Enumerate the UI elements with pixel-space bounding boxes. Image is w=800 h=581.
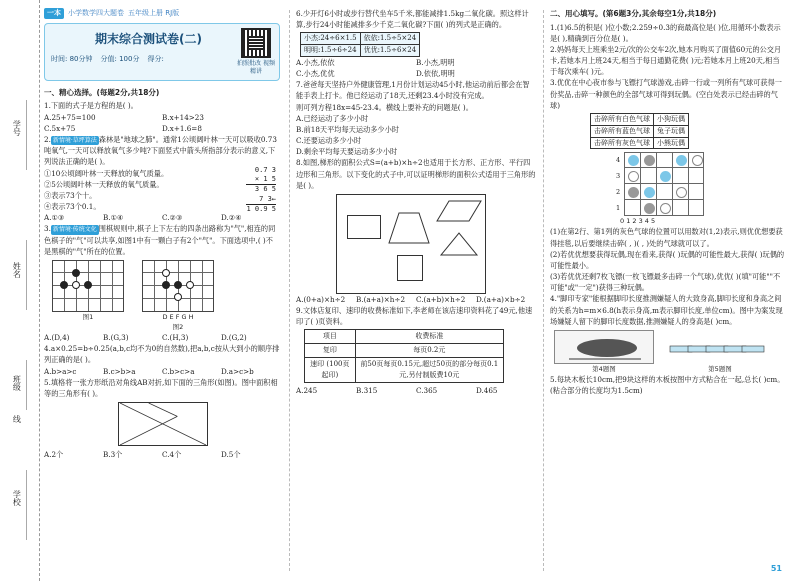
calc-line: 3 6 5 [254,185,276,194]
black-stone [162,281,170,289]
q2-item: ①10公顷阔叶林一天释放的氧气质量。 [44,168,169,178]
option[interactable]: C.5x+75 [44,123,76,133]
question-1: 1.下面的式子是方程的是( )。 [44,101,138,111]
black-stone [174,281,182,289]
q9-options [296,385,536,396]
context-tag: 新情境·草坪算法 [52,136,97,144]
vertical-calculation [246,166,276,215]
option[interactable]: B.①④ [103,213,124,223]
table-cell: 击碎所有蓝色气球 [591,125,654,137]
fill-question-3-1: (1)在第2行、第1列的灰色气球的位置可以用数对(1,2)表示,则优优想要获得挂毯,以后要继续击碎( , )( , )处的气球就可以了。 [550,227,783,248]
figure-5-caption: 第5题图 [708,364,732,373]
option[interactable]: B.315 [356,385,378,395]
option[interactable]: C.b>c>a [162,366,195,376]
formula: 优优:1.5÷6×24 [360,45,420,57]
page-title: 期末综合测试卷(二) [95,31,202,46]
black-stone [72,269,80,277]
option[interactable]: C.(H,3) [162,333,189,343]
option[interactable]: D.5个 [221,450,241,460]
score-label: 分值: 100分 [100,54,140,63]
footprint-figure [554,330,654,364]
row-label: 4 [616,156,621,165]
option[interactable]: A.小杰,依依 [296,58,335,67]
table-row [591,113,689,125]
go-board-2 [142,260,214,312]
figure-5 [666,330,774,374]
grid-row-labels [616,152,620,216]
balloon[interactable] [644,187,655,198]
balloon-grid [624,152,704,216]
question-3-text: 围棋规则中,棋子上下左右的四条出路称为"气",相连的同色棋子的"气"可以共享,如图1中有一颗白子有2个"气"。下面选项中,( )不是黑棋的"气"所在的位置。 [44,224,276,256]
figure-2-caption: 图2 [172,323,184,331]
option[interactable]: A.b>a>c [44,366,77,376]
option[interactable]: C.(a+b)×h÷2 [416,294,466,304]
q6-formula-box [300,32,420,57]
table-header-cell: 项目 [305,330,356,344]
balloon[interactable] [692,155,703,166]
white-stone [72,281,80,289]
option[interactable]: D.(a+a)×b÷2 [476,294,526,304]
q2-options [44,212,280,223]
student-id-label: 学号 [12,120,22,136]
option[interactable]: C.4个 [162,450,182,460]
option[interactable]: B.(a+a)×h÷2 [356,294,406,304]
square-shape [397,255,423,281]
question-2: 2. 新情境·草坪算法 森林是"地球之肺"。通常1公顷阔叶林一天可以吸收0.73吨氧气,一天可以释放氧气多少吨?下面竖式中箭头所指部分表示的意义,下列说法正确的是( )。 [44,134,277,167]
title-box [44,23,280,81]
option[interactable]: C.365 [416,385,438,395]
formula: 明明:1.5÷6÷24 [301,45,361,57]
table-cell: 复印 [305,344,356,358]
option[interactable]: A.2个 [44,450,64,460]
table-cell: 小狗玩偶 [654,113,689,125]
formula: 依依:1.5÷5×24 [360,33,420,45]
section-2-title: 二、用心填写。(第6题3分,其余每空1分,共18分) [550,9,717,18]
row-label: 3 [616,172,621,181]
question-9: 9.文体店复印、速印的收费标准如下,李老师在该店速印资料花了49元,他速印了( )页资料。 [296,306,533,327]
line-label: 线 [12,415,22,423]
white-stone [162,269,170,277]
footprint-icon [555,331,655,365]
section-1-title: 一、精心选择。(每题2分,共18分) [44,87,160,97]
option[interactable]: B.(G,3) [103,333,129,343]
balloon[interactable] [628,171,639,182]
option[interactable]: C.②③ [162,213,183,223]
white-stone [186,281,194,289]
go-figures [52,260,280,332]
row-label: 2 [616,188,621,197]
school-label: 学校 [12,490,22,506]
option[interactable]: B.前18天平均每天运动多少小时 [296,124,399,134]
balloon[interactable] [644,203,655,214]
q2-item: ②5公顷阔叶林一天释放的氧气质量。 [44,179,164,189]
qr-caption: 拍照批改 视频精讲 [237,59,275,75]
option[interactable]: A.①③ [44,213,65,223]
q8-options [296,294,536,305]
formula: 小杰:24÷6×1.5 [301,33,361,45]
option[interactable]: C.还要运动多少小时 [296,136,362,146]
option[interactable]: D.(G,2) [221,333,247,343]
balloon[interactable] [660,171,671,182]
fill-question-5: 5.每块木板长10cm,把9块这样的木板按图中方式粘合在一起,总长( )cm。(粘合部分的长度均为1.5cm) [550,374,785,396]
fill-question-3-3: (3)若优优还剩7枚飞镖(一枚飞镖最多击碎一个气球),优优( )(填"可能""不可能"或"一定")获得三种玩偶。 [550,272,781,293]
fill-question-4: 4."脚印专家"能根据脚印长度推测嫌疑人的大致身高,脚印长度和身高之间的关系为h=m×6.8(h表示身高,m表示脚印长度,单位cm)。图中为案发现场嫌疑人留下的脚印长度数据,推测嫌疑人的身高是( )cm。 [550,294,783,326]
fill-question-2: 2.妈妈每天上班乘坐2元/次的公交车2次,她本月购买了面值60元的公交月卡,若她本月上班24天,相当于每日通勤花费( )元;若她本月上班20天,相当于每次乘车( )元。 [550,44,782,77]
qr-code-icon[interactable] [241,28,271,58]
option[interactable]: A.已经运动了多少小时 [296,113,369,123]
series-tag: 一本 [44,8,64,19]
option[interactable]: D.剩余平均每天要运动多少小时 [296,147,398,157]
table-cell: 速印 (100页起印) [305,358,356,383]
grade-label: 五年级上册 RJ版 [128,9,180,17]
question-7-b: 则可列方程18x=45-23.4。横线上要补充的问题是( )。 [296,102,473,112]
figures-4-5 [554,330,786,374]
calc-line: 7 3← [246,195,276,205]
option[interactable]: A.(D,4) [44,333,70,343]
balloon[interactable] [628,187,639,198]
balloon[interactable] [676,155,687,166]
q2-item: ③表示73个十。 [44,190,97,200]
balloon[interactable] [644,155,655,166]
q5-options [44,449,280,460]
boards-figure [666,330,774,364]
option[interactable]: D.465 [476,385,498,395]
q3-options [44,332,280,343]
series-name: 小学数学四大题卷 [68,9,124,17]
table-row [305,344,504,358]
column-1 [44,8,280,460]
fill-question-3: 3.优优在中心夜市参与飞镖打气球游戏,击碎一行或一列所有气球可获得一份奖品,击碎一种颜色的全部气球可得到玩偶。(空白处表示已经击碎的气球) [550,78,782,110]
column-divider [289,10,290,571]
question-4: 4.a×0.25=b÷0.25(a,b,c均不为0的自然数),把a,b,c按从大到小的顺序排列正确的是( )。 [44,344,280,365]
calc-line: 0.7 3 [254,165,276,174]
q1-options [44,112,280,134]
folded-triangle-figure [118,402,208,446]
figure-4-caption: 第4题图 [592,364,616,373]
go-board-1 [52,260,124,312]
fold-line [149,403,178,416]
calc-line: 1 0.9 5 [246,205,276,214]
page-number: 51 [770,563,782,573]
prize-table [590,113,689,150]
balloon[interactable] [676,187,687,198]
table-row [591,137,689,149]
board-columns: D E F G H [162,312,194,321]
shape-figure [336,194,486,294]
table-cell: 兔子玩偶 [654,125,689,137]
exam-meta [51,54,164,65]
boards-icon [666,330,774,364]
table-cell: 击碎所有白色气球 [591,113,654,125]
question-2-text: 森林是"地球之肺"。通常1公顷阔叶林一天可以吸收0.73吨氧气,一天可以释放氧气多少吨?下面竖式中箭头所指部分表示的意义,下列说法正确的是( )。 [44,134,277,167]
column-divider [543,10,544,571]
binding-margin [0,0,40,581]
balloon[interactable] [628,155,639,166]
context-tag: 新情境·传统文化 [52,226,97,234]
table-header-cell: 收费标准 [355,330,503,344]
time-label: 时间: 80分钟 [51,54,93,63]
question-6: 6.少开灯6小时或步行替代坐车5千米,都能减排1.5kg二氧化碳。照这样计算,步行24小时能减排多少千克二氧化碳?下面( )的列式是正确的。 [296,9,529,30]
figure-1 [52,260,124,332]
figure-4 [554,330,654,374]
option[interactable]: A.(0+a)×h÷2 [296,294,346,304]
figure-2 [142,260,214,332]
grid-column-labels: 0 1 2 3 4 5 [620,217,656,226]
table-cell: 每页0.2元 [355,344,503,358]
balloon[interactable] [660,203,671,214]
figure-1-caption: 图1 [82,312,94,321]
option[interactable]: B.c>b>a [103,366,136,376]
class-label: 班级 [12,375,22,391]
fold-line [120,416,177,445]
column-3 [550,8,786,396]
option[interactable]: B.x+14>23 [162,112,204,122]
black-stone [60,281,68,289]
table-cell: 前50页每页0.15元,超过50页的部分每页0.1元,另付制版费10元 [355,358,503,383]
triangle-shape [439,231,479,257]
option[interactable]: C.小杰,优优 [296,69,335,79]
option[interactable]: A.245 [296,385,318,395]
rate-table [304,329,504,382]
white-stone [174,293,182,301]
option[interactable]: D.②④ [221,213,242,223]
fill-line [26,100,27,170]
calc-line: × 1 5 [246,175,276,185]
q6-options [296,57,536,79]
question-3: 3. 新情境·传统文化 围棋规则中,棋子上下左右的四条出路称为"气",相连的同色棋子的"气"可以共享,如图1中有一颗白子有2个"气"。下面选项中,( )不是黑棋的"气"所在的位置。 [44,224,276,256]
option[interactable]: D.x+1.6=8 [162,123,202,133]
option[interactable]: D.依依,明明 [416,69,455,79]
q4-options [44,366,280,377]
name-label: 姓名 [12,262,22,278]
table-row [305,358,504,383]
question-5: 5.填格将一张方形纸沿对角线AB对折,如下面的三角形(如图)。图中面积相等的三角形有( )。 [44,377,278,398]
row-label: 1 [616,204,621,213]
fill-line [26,240,27,310]
trapezoid-shape [387,211,431,245]
table-cell: 击碎所有灰色气球 [591,137,654,149]
fill-line [26,360,27,410]
rectangle-shape [347,215,381,239]
got-label: 得分: [147,54,164,63]
option[interactable]: B.3个 [103,450,123,460]
option[interactable]: D.a>c>b [221,366,254,376]
table-header [305,330,504,344]
parallelogram-shape [435,199,483,223]
table-row [591,125,689,137]
option[interactable]: A.25+75=100 [44,112,96,122]
fill-question-1: 1.(1)6.5的积是( )位小数;2.259÷0.3的商最高位是( )位,用循环小数表示是( ),精确到百分位是( )。 [550,22,781,43]
column-2 [296,8,536,396]
fill-question-3-2: (2)若优优想要获得玩偶,现在看来,获得( )玩偶的可能性最大,获得( )玩偶的可能性最小。 [550,249,785,270]
q2-items [44,165,280,214]
question-8: 8.如图,梯形的面积公式S=(a+b)×h÷2也适用于长方形、正方形、平行四边形和三角形。以下变化的式子中,可以证明梯形的面积公式适用于三角形的是( )。 [296,158,536,190]
question-7: 7.爸爸每天坚持户外健康管理,1月份计划运动45小时,他运动前后都会在智能手表上打卡。他已经运动了18天,还剩23.4小时没有完成。 [296,80,530,101]
fill-line [26,470,27,540]
header-bar [44,8,280,19]
table-cell: 小熊玩偶 [654,137,689,149]
balloon-figure [550,152,786,226]
black-stone [84,281,92,289]
q2-item: ④表示73个0.1。 [44,202,101,212]
option[interactable]: B.小杰,明明 [416,58,455,67]
